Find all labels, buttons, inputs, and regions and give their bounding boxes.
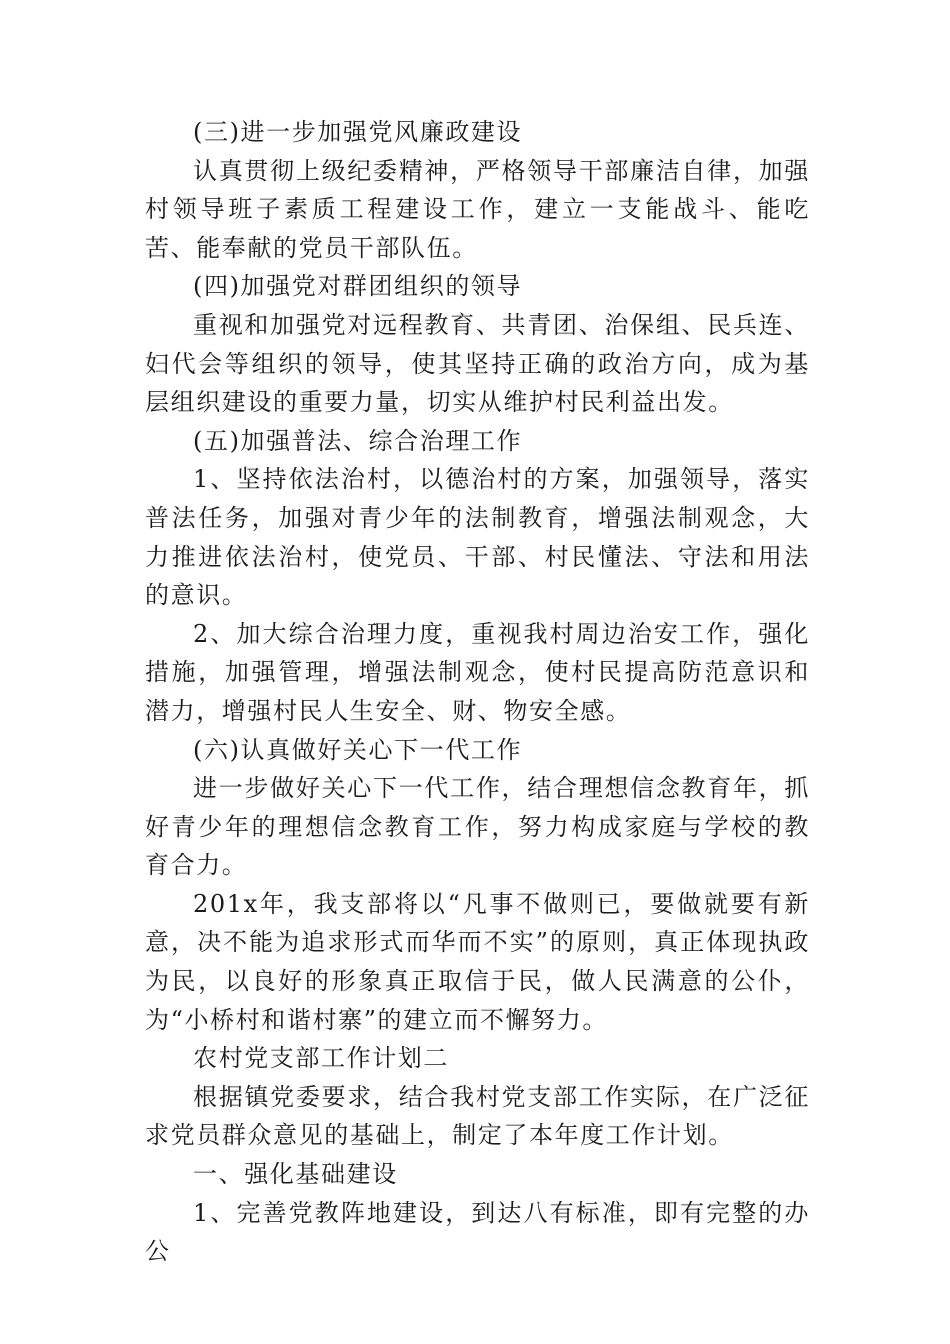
plan-title: 农村党支部工作计划二 (193, 1044, 449, 1073)
section-heading-4: (四)加强党对群团组织的领导 (193, 272, 523, 301)
body-paragraph: 进一步做好关心下一代工作，结合理想信念教育年，抓好青少年的理想信念教育工作，努力构成家庭与学校的教育合力。 (145, 774, 810, 880)
section-heading-5: (五)加强普法、综合治理工作 (193, 426, 523, 455)
section-heading-6: (六)认真做好关心下一代工作 (193, 735, 523, 764)
body-paragraph: 1、完善党教阵地建设，到达八有标准，即有完整的办公 (145, 1198, 810, 1266)
document-body (145, 113, 810, 1271)
section-heading-1: 一、强化基础建设 (193, 1160, 398, 1189)
body-paragraph: 201x年，我支部将以“凡事不做则已，要做就要有新意，决不能为追求形式而华而不实”的原则，真正体现执政为民，以良好的形象真正取信于民，做人民满意的公仆，为“小桥村和谐村寨”的建立而不懈努力。 (145, 889, 810, 1034)
body-paragraph: 根据镇党委要求，结合我村党支部工作实际，在广泛征求党员群众意见的基础上，制定了本年度工作计划。 (145, 1082, 810, 1150)
body-paragraph: 1、坚持依法治村，以德治村的方案，加强领导，落实普法任务，加强对青少年的法制教育，增强法制观念，大力推进依法治村，使党员、干部、村民懂法、守法和用法的意识。 (145, 465, 810, 610)
body-paragraph: 2、加大综合治理力度，重视我村周边治安工作，强化措施，加强管理，增强法制观念，使村民提高防范意识和潜力，增强村民人生安全、财、物安全感。 (145, 619, 810, 725)
body-paragraph: 认真贯彻上级纪委精神，严格领导干部廉洁自律，加强村领导班子素质工程建设工作，建立一支能战斗、能吃苦、能奉献的党员干部队伍。 (145, 156, 810, 262)
section-heading-3: (三)进一步加强党风廉政建设 (193, 118, 523, 146)
body-paragraph: 重视和加强党对远程教育、共青团、治保组、民兵连、妇代会等组织的领导，使其坚持正确的政治方向，成为基层组织建设的重要力量，切实从维护村民利益出发。 (145, 310, 810, 417)
